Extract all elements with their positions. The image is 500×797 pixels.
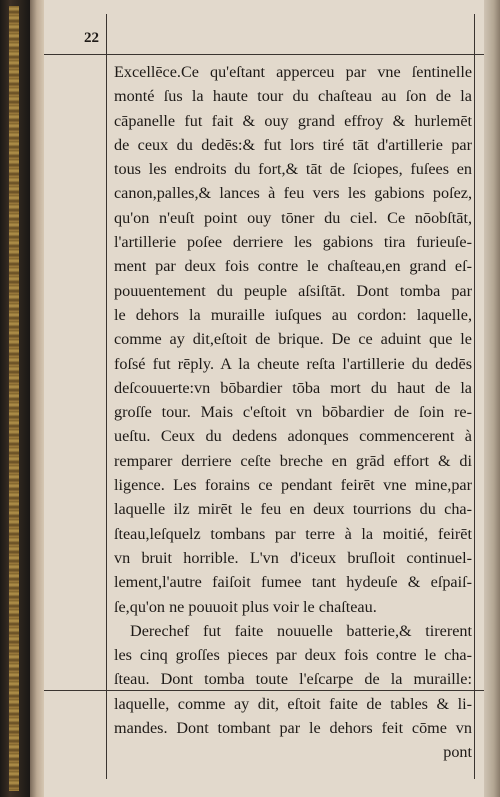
text-line: deſcouuerte:vn bōbardier tōba mort du haut de la bbox=[114, 378, 472, 397]
text-line: laquelle, comme ay dit, eſtoit faite de tables & li- bbox=[114, 694, 472, 713]
catchword: pont bbox=[443, 743, 472, 762]
text-line: comme ay dit,eſtoit de brique. De ce aduint que le bbox=[114, 330, 472, 349]
text-line: cāpanelle fut fait & ouy grand effroy & hurlemēt bbox=[114, 111, 472, 130]
page-gutter-edge bbox=[30, 0, 44, 797]
text-line: qu'on n'euſt point ouy tōner du ciel. Ce nōobſtāt, bbox=[114, 208, 472, 227]
text-line: monté ſus la haute tour du chaſteau au ſon de la bbox=[114, 87, 472, 106]
text-line: l'artillerie poſee derriere les gabions tira furieuſe- bbox=[114, 233, 472, 252]
text-line: groſſe tour. Mais c'eſtoit vn bōbardier de ſoin re- bbox=[114, 403, 472, 422]
text-line: ſe,qu'on ne pouuoit plus voir le chaſteau. bbox=[114, 597, 377, 616]
text-line: pouuentement du peuple aſsiſtāt. Dont tomba par bbox=[114, 281, 472, 300]
page-number: 22 bbox=[84, 30, 99, 46]
text-line: lement,l'autre faiſoit fumee tant hydeuſe & eſpaiſ- bbox=[114, 573, 472, 592]
text-line: ſteau,leſquelz tombans par terre à la moitié, feirēt bbox=[114, 524, 472, 543]
body-text bbox=[114, 60, 472, 765]
book-binding bbox=[0, 0, 34, 797]
gilt-edge-decoration bbox=[9, 6, 19, 791]
text-line: canon,palles,& lances à feu vers les gabions poſez, bbox=[114, 184, 472, 203]
text-line: les cinq groſſes pieces par deux fois contre le cha- bbox=[114, 646, 472, 665]
left-margin-rule bbox=[106, 14, 107, 779]
text-line: ueſtu. Ceux du dedens adonques commencerent à bbox=[114, 427, 472, 446]
text-line: le dehors la muraille iuſques au cordon: laquelle, bbox=[114, 305, 472, 324]
text-line: foſsé fut rēply. A la cheute reſta l'artillerie du dedēs bbox=[114, 354, 472, 373]
text-line: mandes. Dont tombant par le dehors feit cōme vn bbox=[114, 719, 472, 738]
text-line: remparer derriere ceſte breche en grād effort & di bbox=[114, 451, 472, 470]
paragraph-start-line: Derechef fut faite nouuelle batterie,& tirerent bbox=[130, 621, 472, 640]
text-line: vn bruit horrible. L'vn d'iceux bruſloit continuel- bbox=[114, 548, 472, 567]
text-line: Excellēce.Ce qu'eſtant apperceu par vne ſentinelle bbox=[114, 63, 472, 81]
page-fore-edge bbox=[484, 0, 500, 797]
text-line: ligence. Les forains ce pendant feirēt vne mine,par bbox=[114, 476, 472, 495]
text-line: tous les endroits du fort,& tāt de ſciopes, fuſees en bbox=[114, 160, 472, 179]
top-frame-rule bbox=[44, 54, 484, 55]
text-line: de ceux du dedēs:& fut lors tiré tāt d'artillerie par bbox=[114, 135, 472, 154]
text-line: laquelle ilz mirēt le feu en deux tourrions du cha- bbox=[114, 500, 472, 519]
text-line: ſteau. Dont tomba toute l'eſcarpe de la muraille: bbox=[114, 670, 472, 689]
text-line: ment par deux fois contre le chaſteau,en grand eſ- bbox=[114, 257, 472, 276]
right-margin-rule bbox=[474, 14, 475, 779]
